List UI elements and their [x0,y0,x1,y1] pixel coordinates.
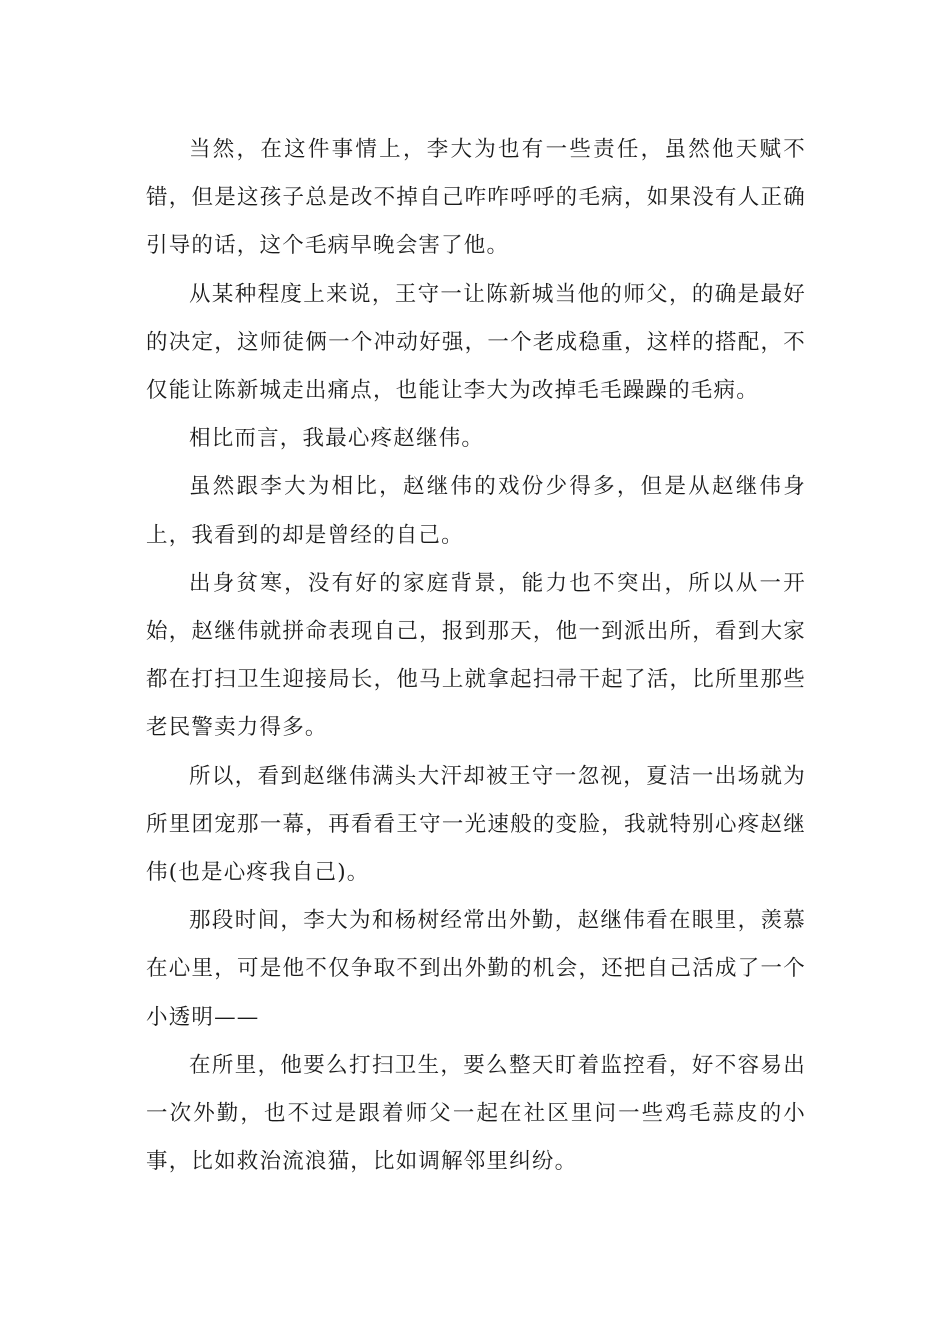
paragraph-8: 在所里，他要么打扫卫生，要么整天盯着监控看，好不容易出一次外勤，也不过是跟着师父一起在社区里问一些鸡毛蒜皮的小事，比如救治流浪猫，比如调解邻里纠纷。 [146,1052,806,1175]
paragraph-2: 从某种程度上来说，王守一让陈新城当他的师父，的确是最好的决定，这师徒俩一个冲动好强，一个老成稳重，这样的搭配，不仅能让陈新城走出痛点，也能让李大为改掉毛毛躁躁的毛病。 [146,281,806,404]
paragraph-6: 所以，看到赵继伟满头大汗却被王守一忽视，夏洁一出场就为所里团宠那一幕，再看看王守一光速般的变脸，我就特别心疼赵继伟(也是心疼我自己)。 [146,763,806,886]
paragraph-5: 出身贫寒，没有好的家庭背景，能力也不突出，所以从一开始，赵继伟就拼命表现自己，报到那天，他一到派出所，看到大家都在打扫卫生迎接局长，他马上就拿起扫帚干起了活，比所里那些老民警卖力得多。 [146,570,806,741]
paragraph-1: 当然，在这件事情上，李大为也有一些责任，虽然他天赋不错，但是这孩子总是改不掉自己咋咋呼呼的毛病，如果没有人正确引导的话，这个毛病早晚会害了他。 [146,137,806,259]
paragraph-7: 那段时间，李大为和杨树经常出外勤，赵继伟看在眼里，羡慕在心里，可是他不仅争取不到出外勤的机会，还把自己活成了一个小透明—— [146,908,806,1030]
paragraph-4: 虽然跟李大为相比，赵继伟的戏份少得多，但是从赵继伟身上，我看到的却是曾经的自己。 [146,474,806,548]
article-body [146,126,806,1186]
paragraph-3: 相比而言，我最心疼赵继伟。 [189,426,485,452]
